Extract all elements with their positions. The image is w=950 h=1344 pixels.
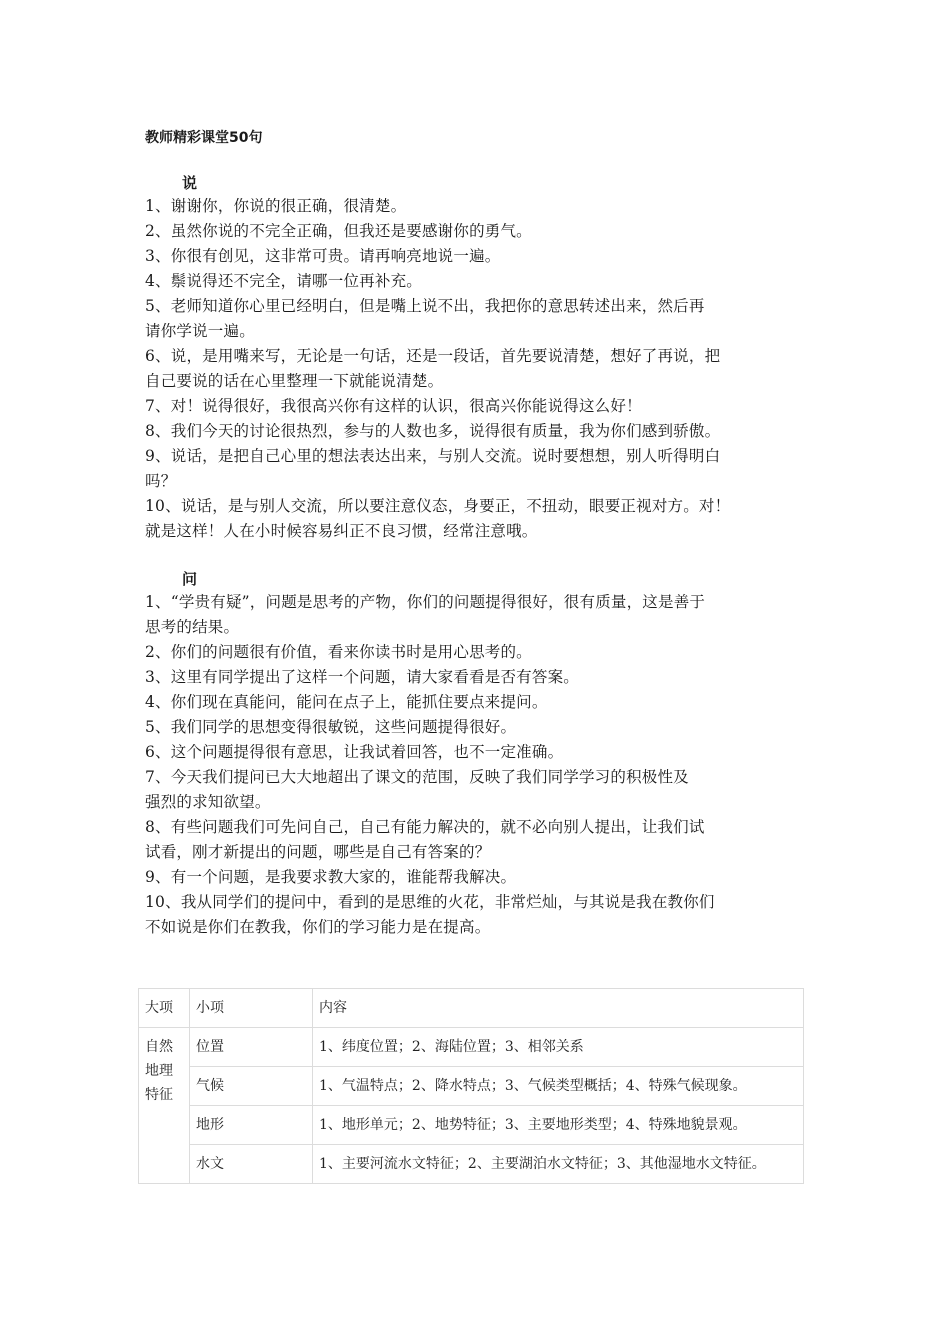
text-line: 2、你们的问题很有价值，看来你读书时是用心思考的。 [145, 643, 532, 661]
table-row [139, 1106, 804, 1145]
text-line: 不如说是你们在教我，你们的学习能力是在提高。 [145, 918, 491, 936]
geography-table [138, 988, 804, 1184]
section-heading: 说 [182, 174, 198, 192]
text-line: 请你学说一遍。 [145, 322, 255, 340]
text-line: 强烈的求知欲望。 [145, 793, 271, 811]
text-line: 10、说话，是与别人交流，所以要注意仪态，身要正，不扭动，眼要正视对方。对！ [145, 497, 731, 515]
section-speak [145, 172, 810, 544]
text-line: 5、老师知道你心里已经明白，但是嘴上说不出，我把你的意思转述出来，然后再 [145, 297, 705, 315]
content-cell: 1、主要河流水文特征；2、主要湖泊水文特征；3、其他湿地水文特征。 [313, 1145, 804, 1184]
text-line: 6、说，是用嘴来写，无论是一句话，还是一段话，首先要说清楚，想好了再说，把 [145, 347, 721, 365]
table-row [139, 1028, 804, 1067]
text-line: 4、你们现在真能问，能问在点子上，能抓住要点来提问。 [145, 693, 548, 711]
header-cell: 大项 [139, 989, 190, 1028]
sub-cell: 地形 [190, 1106, 313, 1145]
text-line: 2、虽然你说的不完全正确，但我还是要感谢你的勇气。 [145, 222, 532, 240]
header-cell: 小项 [190, 989, 313, 1028]
text-line: 3、这里有同学提出了这样一个问题，请大家看看是否有答案。 [145, 668, 579, 686]
content-cell: 1、地形单元；2、地势特征；3、主要地形类型；4、特殊地貌景观。 [313, 1106, 804, 1145]
text-line: 7、今天我们提问已大大地超出了课文的范围，反映了我们同学学习的积极性及 [145, 768, 689, 786]
section-lines [145, 590, 810, 940]
sub-cell: 位置 [190, 1028, 313, 1067]
header-cell: 内容 [313, 989, 804, 1028]
text-line: 9、有一个问题，是我要求教大家的，谁能帮我解决。 [145, 868, 517, 886]
text-line: 8、有些问题我们可先问自己，自己有能力解决的，就不必向别人提出，让我们试 [145, 818, 705, 836]
text-line: 10、我从同学们的提问中，看到的是思维的火花，非常烂灿，与其说是我在教你们 [145, 893, 715, 911]
sub-cell: 气候 [190, 1067, 313, 1106]
text-line: 8、我们今天的讨论很热烈，参与的人数也多，说得很有质量，我为你们感到骄傲。 [145, 422, 721, 440]
text-line: 1、“学贵有疑”，问题是思考的产物，你们的问题提得很好，很有质量，这是善于 [145, 593, 706, 611]
text-line: 9、说话，是把自己心里的想法表达出来，与别人交流。说时要想想，别人听得明白 [145, 447, 721, 465]
text-line: 6、这个问题提得很有意思，让我试着回答，也不一定准确。 [145, 743, 564, 761]
document-title: 教师精彩课堂50句 [145, 130, 263, 146]
text-line: 试看，刚才新提出的问题，哪些是自己有答案的？ [145, 843, 491, 861]
text-line: 7、对！说得很好，我很高兴你有这样的认识，很高兴你能说得这么好！ [145, 397, 642, 415]
content-cell: 1、纬度位置；2、海陆位置；3、相邻关系 [313, 1028, 804, 1067]
section-heading: 问 [182, 570, 198, 588]
table-row [139, 1067, 804, 1106]
section-lines [145, 194, 810, 544]
text-line: 思考的结果。 [145, 618, 240, 636]
text-line: 3、你很有创见，这非常可贵。请再响亮地说一遍。 [145, 247, 501, 265]
text-line: 吗？ [145, 472, 177, 490]
text-line: 就是这样！人在小时候容易纠正不良习惯，经常注意哦。 [145, 522, 538, 540]
section-ask [145, 568, 810, 940]
table-header-row [139, 989, 804, 1028]
sub-cell: 水文 [190, 1145, 313, 1184]
table-row [139, 1145, 804, 1184]
content-cell: 1、气温特点；2、降水特点；3、气候类型概括；4、特殊气候现象。 [313, 1067, 804, 1106]
text-line: 4、鬃说得还不完全，请哪一位再补充。 [145, 272, 422, 290]
category-cell: 自然地理特征 [139, 1028, 190, 1184]
text-line: 1、谢谢你，你说的很正确，很清楚。 [145, 197, 407, 215]
text-line: 自己要说的话在心里整理一下就能说清楚。 [145, 372, 444, 390]
text-line: 5、我们同学的思想变得很敏锐，这些问题提得很好。 [145, 718, 517, 736]
